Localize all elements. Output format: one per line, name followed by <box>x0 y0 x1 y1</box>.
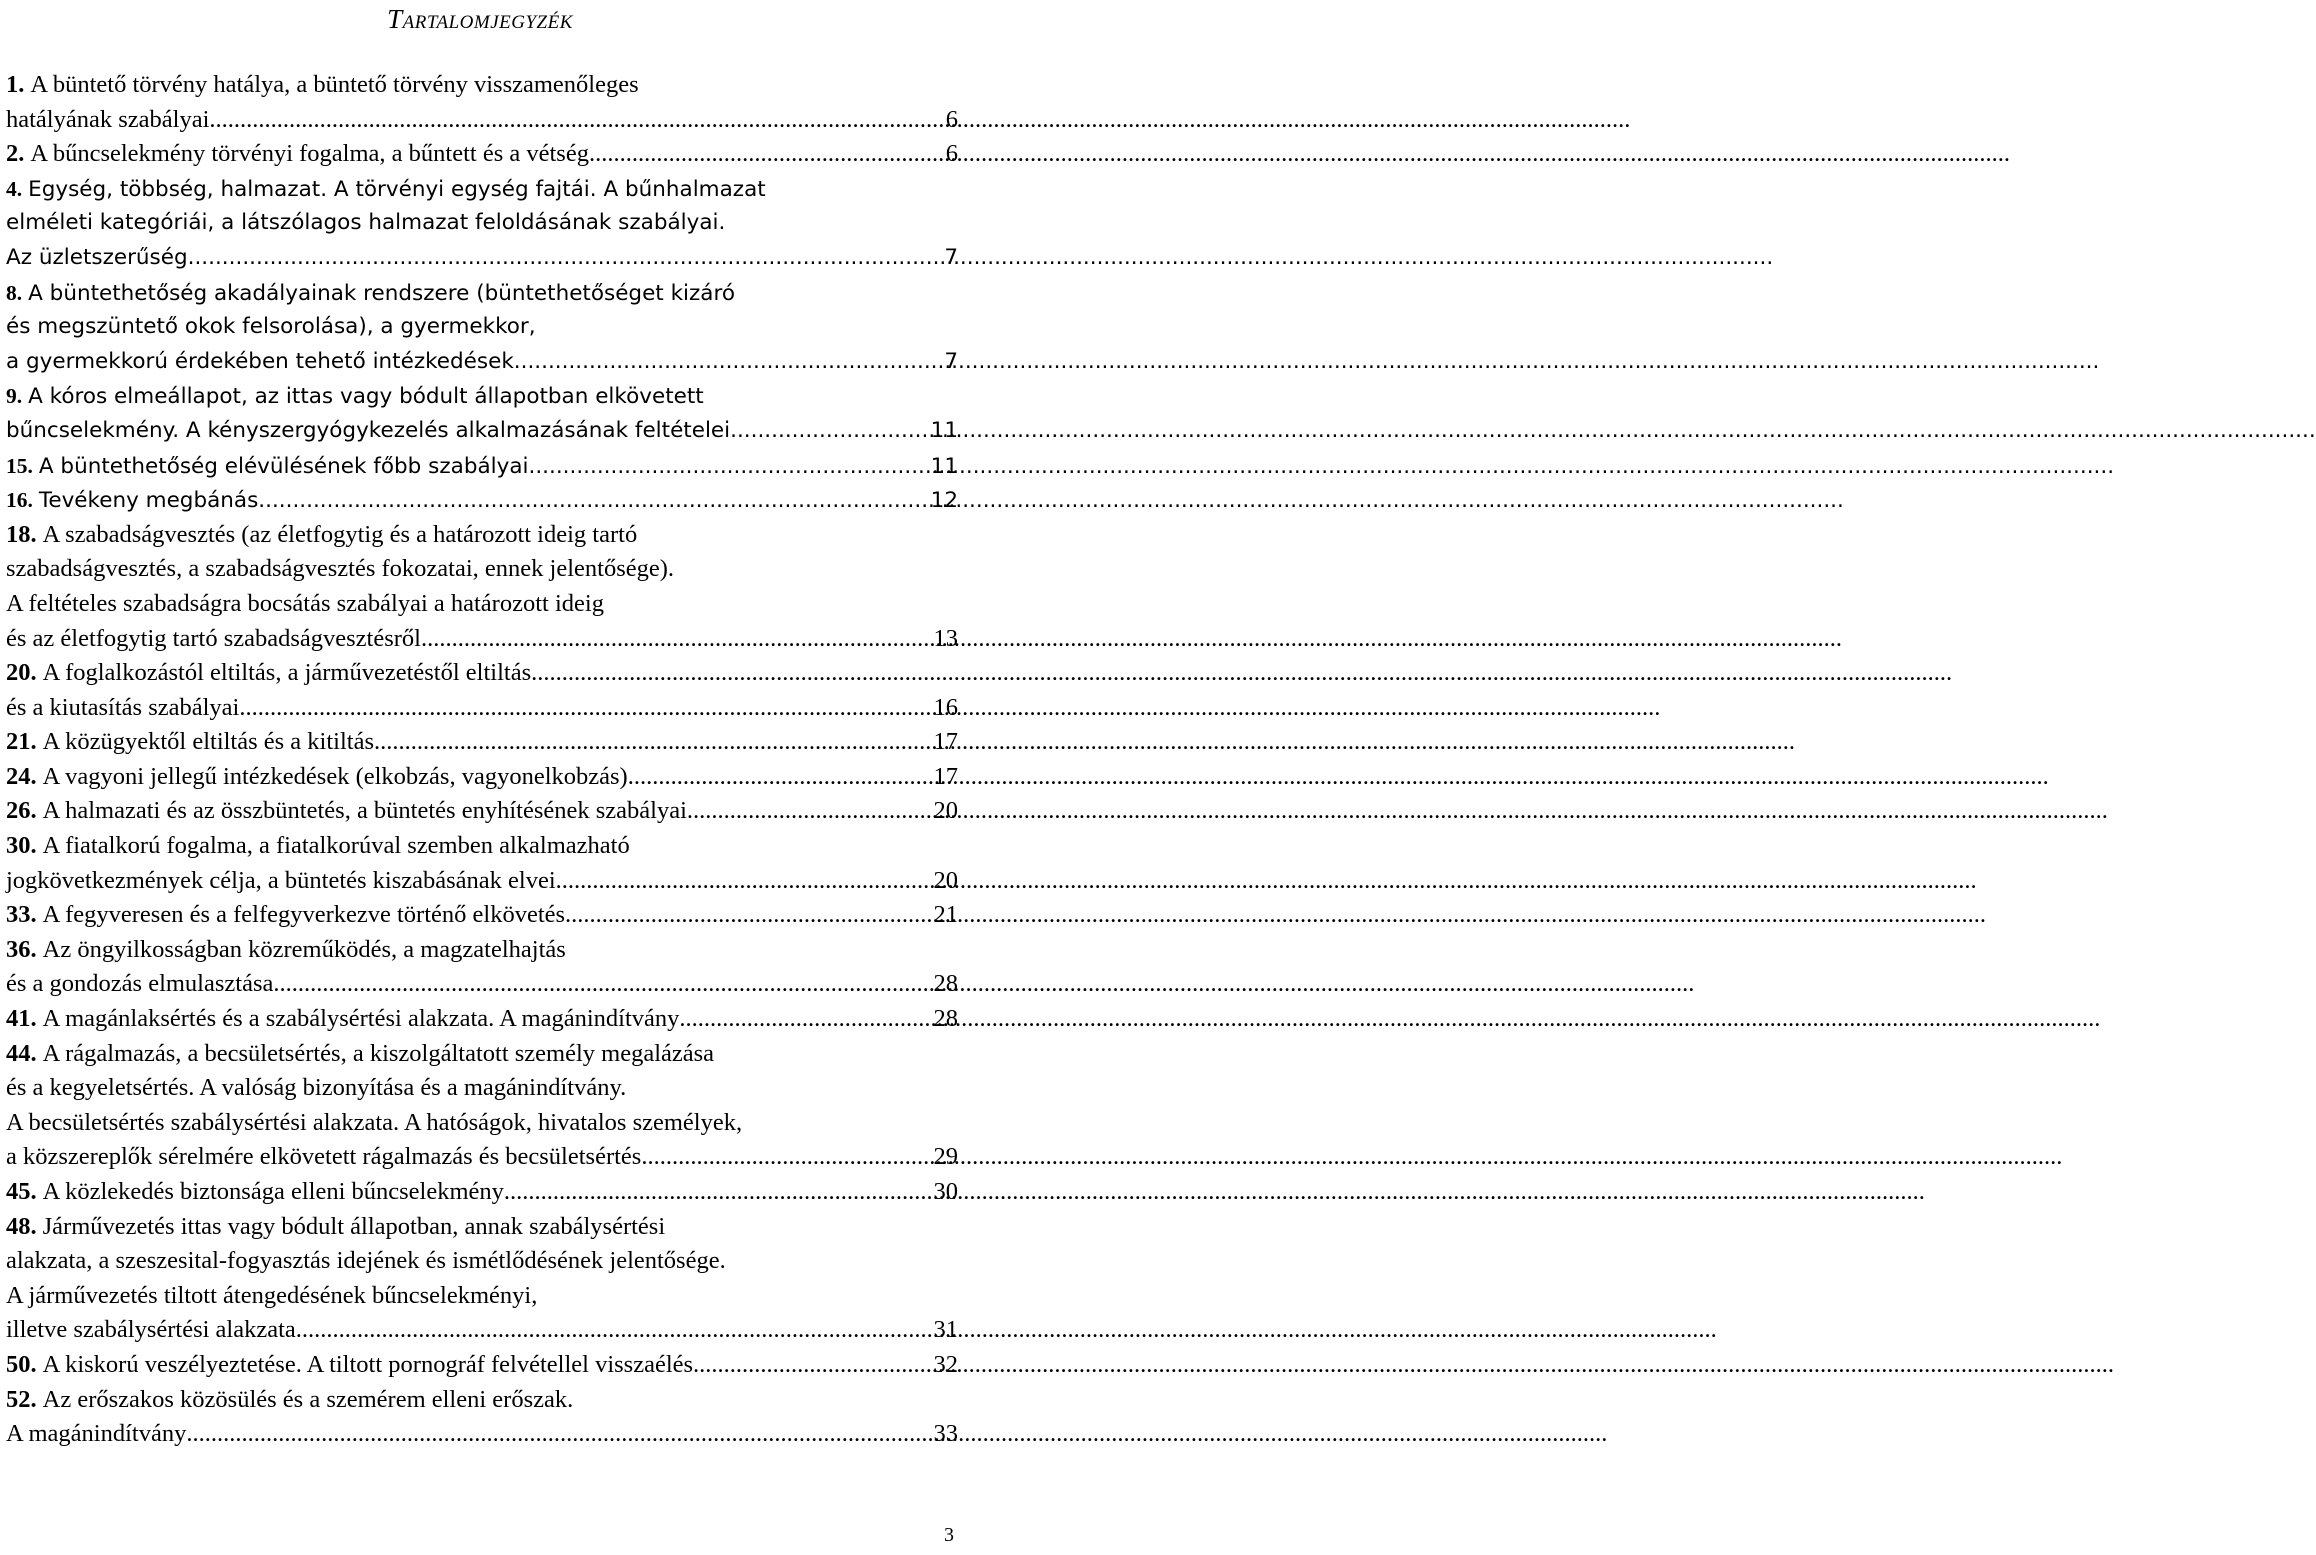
toc-entry-number: 26. <box>6 797 37 825</box>
toc-entry-text: Az öngyilkosságban közreműködés, a magzatelhajtás <box>42 935 566 963</box>
toc-leader-dots <box>209 103 944 138</box>
toc-entry-number: 2. <box>6 140 25 168</box>
toc-leader-dots <box>188 241 944 276</box>
toc-entry-number: 45. <box>6 1178 37 1205</box>
toc-leader-dots <box>504 1175 933 1210</box>
toc-entry-text: A járművezetés tiltott átengedésének bűncselekményi, <box>6 1281 538 1309</box>
toc-entry-text: A foglalkozástól eltiltás, a járművezetéstől eltiltás <box>42 659 532 687</box>
toc-entry-text: és a gondozás elmulasztása <box>6 970 274 998</box>
toc-entry-text: elméleti kategóriái, a látszólagos halmazat feloldásának szabályai. <box>6 210 726 236</box>
toc-line <box>6 68 958 103</box>
toc-line <box>6 829 958 864</box>
toc-entry-text: jogkövetkezmények célja, a büntetés kiszabásának elvei <box>6 866 556 894</box>
toc-entry-number: 16. <box>6 488 33 513</box>
toc-line <box>6 691 958 726</box>
toc-line <box>6 1037 958 1072</box>
toc-entry-number: 36. <box>6 935 37 963</box>
toc-entry-text: Tevékeny megbánás <box>38 488 259 514</box>
toc-leader-dots <box>531 656 958 691</box>
toc-entry-page: 20 <box>933 797 958 825</box>
toc-line <box>6 1175 958 1210</box>
toc-entry-text: szabadságvesztés, a szabadságvesztés fokozatai, ennek jelentősége). <box>6 555 675 583</box>
toc-line <box>6 898 958 933</box>
toc-entry-text: A büntethetőség akadályainak rendszere (büntethetőséget kizáró <box>28 280 735 306</box>
toc-entry-text: a gyermekkorú érdekében tehető intézkedések <box>6 348 514 374</box>
toc-entry-text: A szabadságvesztés (az életfogytig és a határozott ideig tartó <box>42 520 638 548</box>
toc-leader-dots <box>556 864 933 899</box>
toc-line <box>6 276 958 311</box>
toc-leader-dots <box>186 1417 932 1452</box>
page-number: 3 <box>944 1524 954 1546</box>
toc-entry-text: illetve szabálysértési alakzata <box>6 1316 296 1344</box>
toc-leader-dots <box>565 898 932 933</box>
toc-entry-text: A becsületsértés szabálysértési alakzata. A hatóságok, hivatalos személyek, <box>6 1108 743 1136</box>
toc-entry-text: A büntető törvény hatálya, a büntető törvény visszamenőleges <box>30 71 639 98</box>
toc-entry-text: A vagyoni jellegű intézkedések (elkobzás, vagyonelkobzás) <box>42 762 628 790</box>
toc-entry-number: 50. <box>6 1350 37 1378</box>
toc-line <box>6 206 958 241</box>
toc-entry-text: Az üzletszerűség <box>6 244 188 270</box>
toc-entry-text: A magánindítvány <box>6 1420 187 1448</box>
toc-entry-text: A büntethetőség elévülésének főbb szabályai <box>38 453 529 479</box>
toc-entry-page: 12 <box>930 488 958 514</box>
toc-entry-text: A magánlaksértés és a szabálysértési alakzata. A magánindítvány <box>42 1005 680 1033</box>
toc-line <box>6 379 958 414</box>
toc-line <box>6 241 958 276</box>
toc-line <box>6 622 958 657</box>
toc-leader-dots <box>273 967 932 1002</box>
toc-leader-dots <box>296 1313 933 1348</box>
toc-line <box>6 345 958 380</box>
toc-entry-text: A feltételes szabadságra bocsátás szabályai a határozott ideig <box>6 589 604 617</box>
toc-line <box>6 1210 958 1245</box>
toc-entry-number: 52. <box>6 1385 37 1413</box>
toc-leader-dots <box>730 414 930 449</box>
toc-entry-text: A közlekedés biztonsága elleni bűncselekmény <box>42 1178 504 1205</box>
toc-line <box>6 1313 958 1348</box>
toc-entry-page: 30 <box>933 1178 958 1205</box>
toc-line <box>6 552 958 587</box>
toc-line <box>6 1348 958 1383</box>
page-title: Tartalomjegyzék <box>387 4 573 34</box>
toc-line <box>6 794 958 829</box>
toc-entry-text: A rágalmazás, a becsületsértés, a kiszolgáltatott személy megalázása <box>42 1039 715 1067</box>
toc-line <box>6 137 958 172</box>
toc-entry-page: 28 <box>933 1005 958 1033</box>
toc-leader-dots <box>628 760 933 795</box>
toc-entry-text: A kiskorú veszélyeztetése. A tiltott pornográf felvétellel visszaélés <box>42 1350 694 1378</box>
toc-entry-number: 4. <box>6 176 23 201</box>
toc-entry-number: 18. <box>6 520 37 548</box>
toc-leader-dots <box>528 450 929 485</box>
toc-entry-page: 6 <box>945 105 958 133</box>
toc-line <box>6 1106 958 1141</box>
toc-entry-page: 16 <box>933 693 958 721</box>
table-of-contents <box>6 68 958 1452</box>
toc-entry-number: 21. <box>6 728 37 756</box>
toc-leader-dots <box>239 691 932 726</box>
toc-line <box>6 1071 958 1106</box>
toc-entry-number: 8. <box>6 280 23 305</box>
toc-leader-dots <box>687 794 933 829</box>
toc-line <box>6 1140 958 1175</box>
toc-line <box>6 518 958 553</box>
toc-entry-text: alakzata, a szeszesital-fogyasztás idejének és ismétlődésének jelentősége. <box>6 1247 726 1275</box>
toc-line <box>6 1383 958 1418</box>
toc-line <box>6 864 958 899</box>
toc-entry-text: hatályának szabályai <box>6 105 210 133</box>
toc-entry-text: és az életfogytig tartó szabadságvesztésről <box>6 624 421 652</box>
toc-line <box>6 967 958 1002</box>
toc-entry-text: bűncselekmény. A kényszergyógykezelés alkalmazásának feltételei <box>6 417 731 443</box>
toc-entry-text: A kóros elmeállapot, az ittas vagy bódult állapotban elkövetett <box>28 384 704 410</box>
toc-entry-number: 15. <box>6 453 33 478</box>
toc-line <box>6 933 958 968</box>
toc-entry-page: 7 <box>944 348 958 374</box>
toc-entry-page: 6 <box>945 140 958 168</box>
toc-line <box>6 103 958 138</box>
toc-line <box>6 1002 958 1037</box>
toc-entry-number: 33. <box>6 901 37 929</box>
toc-entry-page: 20 <box>933 866 958 894</box>
toc-line <box>6 656 958 691</box>
toc-entry-text: és a kiutasítás szabályai <box>6 693 240 721</box>
toc-entry-number: 24. <box>6 762 37 790</box>
toc-entry-text: Az erőszakos közösülés és a szemérem elleni erőszak. <box>42 1385 574 1413</box>
toc-entry-page: 17 <box>933 728 958 756</box>
toc-line <box>6 1417 958 1452</box>
toc-entry-page: 11 <box>930 453 958 479</box>
toc-entry-page: 7 <box>944 244 958 270</box>
toc-entry-page: 11 <box>930 417 958 443</box>
toc-entry-number: 48. <box>6 1212 37 1240</box>
toc-line <box>6 449 958 484</box>
toc-line <box>6 310 958 345</box>
toc-entry-number: 30. <box>6 832 37 860</box>
toc-entry-number: 20. <box>6 659 37 687</box>
toc-line <box>6 483 958 518</box>
toc-leader-dots <box>693 1348 932 1383</box>
toc-entry-text: A halmazati és az összbüntetés, a büntetés enyhítésének szabályai <box>42 797 687 825</box>
toc-entry-text: a közszereplők sérelmére elkövetett rágalmazás és becsületsértés <box>6 1143 642 1171</box>
toc-entry-page: 17 <box>933 762 958 790</box>
toc-entry-page: 33 <box>933 1420 958 1448</box>
toc-entry-number: 1. <box>6 71 25 98</box>
toc-line <box>6 414 958 449</box>
document-page <box>0 0 960 1555</box>
toc-leader-dots <box>679 1002 932 1037</box>
toc-leader-dots <box>589 137 945 172</box>
toc-leader-dots <box>258 484 929 519</box>
toc-entry-page: 28 <box>933 970 958 998</box>
toc-entry-number: 9. <box>6 384 23 409</box>
toc-entry-text: A fiatalkorú fogalma, a fiatalkorúval szemben alkalmazható <box>42 832 630 860</box>
toc-leader-dots <box>374 725 933 760</box>
toc-entry-page: 29 <box>933 1143 958 1171</box>
toc-line <box>6 587 958 622</box>
toc-leader-dots <box>514 345 944 380</box>
toc-entry-text: A bűncselekmény törvényi fogalma, a bűntett és a vétség <box>30 140 589 168</box>
toc-line <box>6 1244 958 1279</box>
toc-leader-dots <box>421 622 933 657</box>
toc-entry-text: A fegyveresen és a felfegyverkezve történő elkövetés <box>42 901 566 929</box>
toc-line <box>6 725 958 760</box>
toc-entry-page: 13 <box>933 624 958 652</box>
toc-entry-page: 31 <box>933 1316 958 1344</box>
toc-entry-page: 21 <box>933 901 958 929</box>
toc-entry-number: 44. <box>6 1039 37 1067</box>
toc-line <box>6 172 958 207</box>
toc-entry-text: és a kegyeletsértés. A valóság bizonyítása és a magánindítvány. <box>6 1074 627 1102</box>
toc-entry-text: Járművezetés ittas vagy bódult állapotban, annak szabálysértési <box>42 1212 666 1240</box>
toc-line <box>6 1279 958 1314</box>
toc-entry-text: Egység, többség, halmazat. A törvényi egység fajtái. A bűnhalmazat <box>28 176 766 202</box>
toc-entry-page: 32 <box>933 1350 958 1378</box>
toc-entry-text: és megszüntető okok felsorolása), a gyermekkor, <box>6 314 536 340</box>
toc-entry-text: A közügyektől eltiltás és a kitiltás <box>42 728 374 756</box>
toc-line <box>6 760 958 795</box>
toc-entry-number: 41. <box>6 1005 37 1033</box>
toc-leader-dots <box>641 1140 932 1175</box>
